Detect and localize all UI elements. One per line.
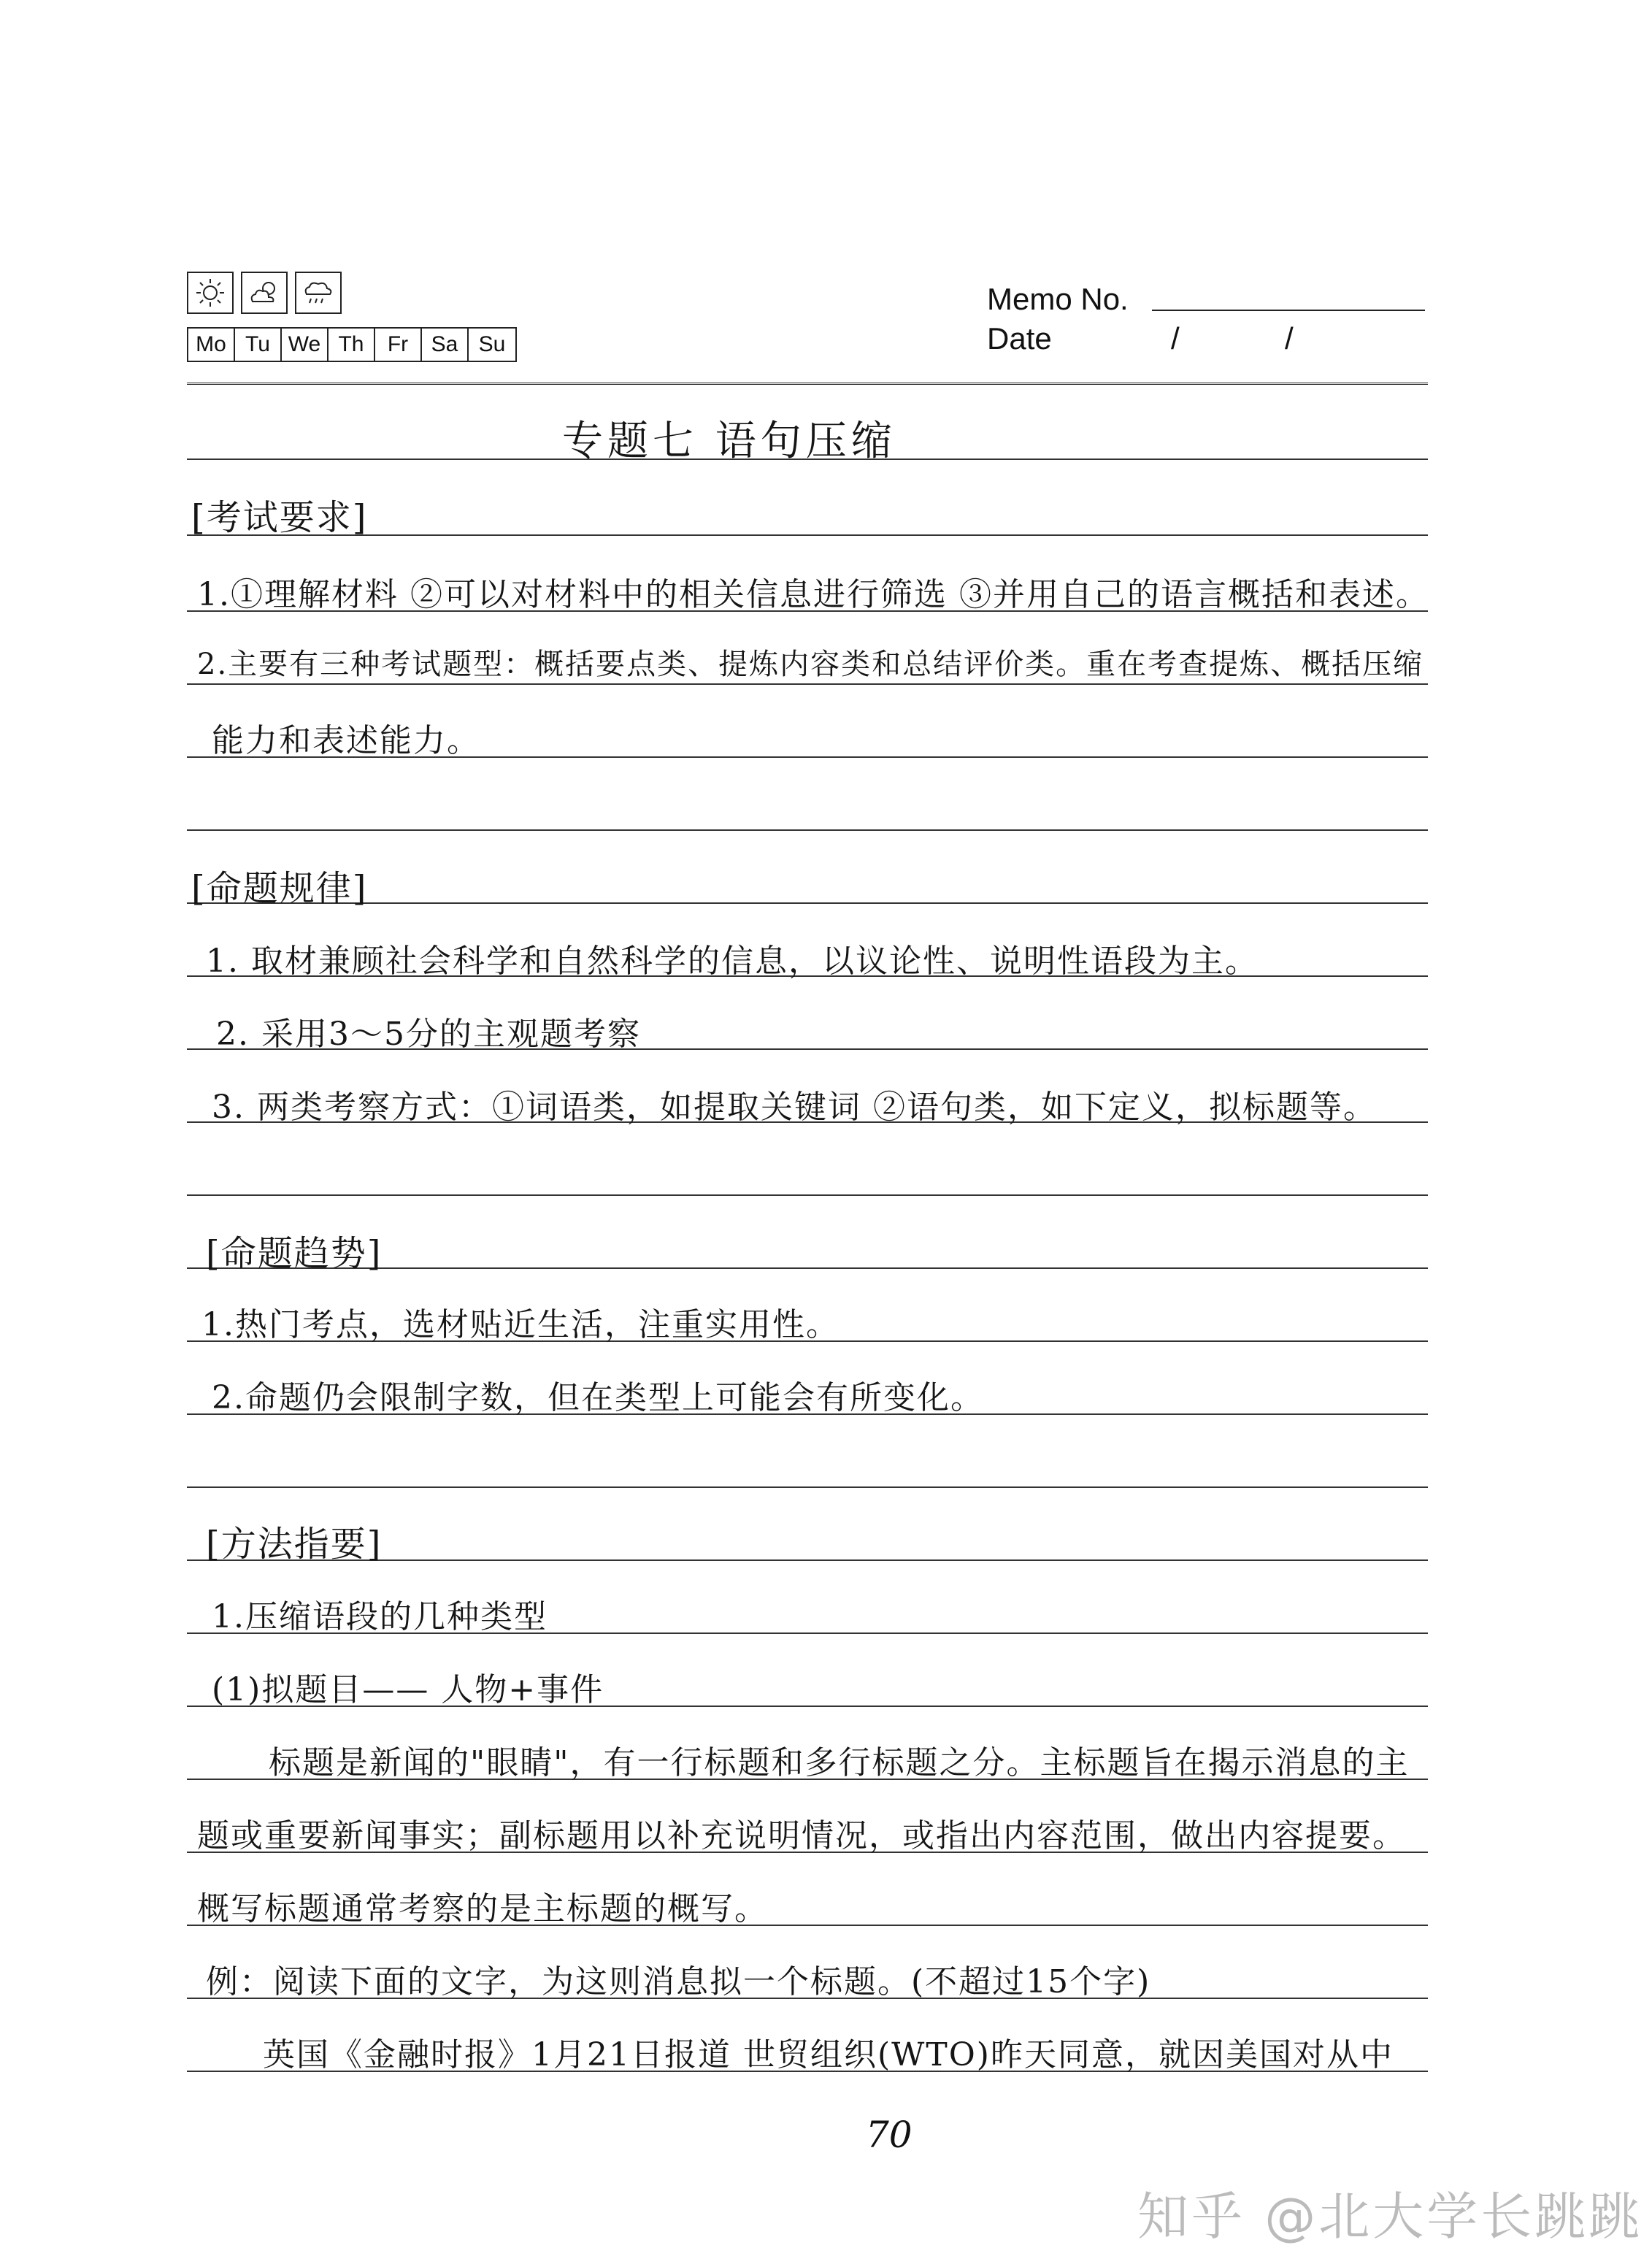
day-sa: Sa [422, 329, 469, 361]
text-line: 2.主要有三种考试题型：概括要点类、提炼内容类和总结评价类。重在考查提炼、概括压缩 [197, 648, 1424, 681]
text-line: 概写标题通常考察的是主标题的概写。 [197, 1890, 768, 1927]
text-line: 例：阅读下面的文字，为这则消息拟一个标题。(不超过15个字) [206, 1963, 1151, 2000]
ruled-line [187, 534, 1428, 536]
text-line: 能力和表述能力。 [212, 722, 480, 759]
watermark: 知乎 @北大学长跳跳 [1137, 2187, 1643, 2247]
rain-cloud-icon [295, 272, 342, 314]
section-heading-exam-requirements: [考试要求] [191, 497, 368, 538]
text-line: 1. 取材兼顾社会科学和自然科学的信息，以议论性、说明性语段为主。 [206, 943, 1259, 980]
text-line: 2. 采用3～5分的主观题考察 [216, 1016, 641, 1053]
section-heading-question-trends: [命题趋势] [206, 1233, 383, 1274]
text-line: 1.①理解材料 ②可以对材料中的相关信息进行筛选 ③并用自己的语言概括和表述。 [197, 576, 1429, 613]
text-line: 标题是新闻的"眼睛"，有一行标题和多行标题之分。主标题旨在揭示消息的主 [269, 1744, 1410, 1781]
memo-number-blank [1152, 310, 1425, 311]
day-fr: Fr [375, 329, 422, 361]
day-th: Th [329, 329, 375, 361]
memo-label: Memo No. [987, 282, 1129, 316]
day-we: We [282, 329, 329, 361]
ruled-line [187, 683, 1428, 685]
date-label: Date [987, 321, 1052, 356]
header-rule [187, 383, 1428, 385]
text-line: 英国《金融时报》1月21日报道 世贸组织(WTO)昨天同意，就因美国对从中 [263, 2036, 1394, 2073]
section-heading-question-patterns: [命题规律] [191, 868, 368, 909]
text-line: 1.压缩语段的几种类型 [212, 1598, 548, 1635]
text-line: 题或重要新闻事实；副标题用以补充说明情况，或指出内容范围，做出内容提要。 [197, 1817, 1406, 1854]
weekday-selector [187, 327, 517, 362]
text-line: 1.热门考点，选材贴近生活，注重实用性。 [201, 1306, 840, 1343]
ruled-line [187, 902, 1428, 904]
ruled-line [187, 1194, 1428, 1196]
partly-cloudy-icon [241, 272, 288, 314]
text-line: (1)拟题目—— 人物+事件 [212, 1671, 604, 1708]
weather-icons [187, 272, 342, 314]
date-separator: / [1171, 321, 1180, 356]
sun-icon [187, 272, 234, 314]
text-line: 3. 两类考察方式：①词语类，如提取关键词 ②语句类，如下定义，拟标题等。 [212, 1089, 1377, 1126]
date-separator: / [1285, 321, 1294, 356]
day-su: Su [478, 332, 506, 356]
day-mo: Mo [188, 329, 235, 361]
section-heading-method-guide: [方法指要] [206, 1524, 383, 1565]
text-line: 2.命题仍会限制字数，但在类型上可能会有所变化。 [212, 1379, 984, 1416]
ruled-line [187, 1486, 1428, 1488]
page-number: 70 [866, 2114, 913, 2156]
page-title: 专题七 语句压缩 [562, 418, 896, 465]
day-tu: Tu [235, 329, 282, 361]
ruled-line [187, 829, 1428, 831]
